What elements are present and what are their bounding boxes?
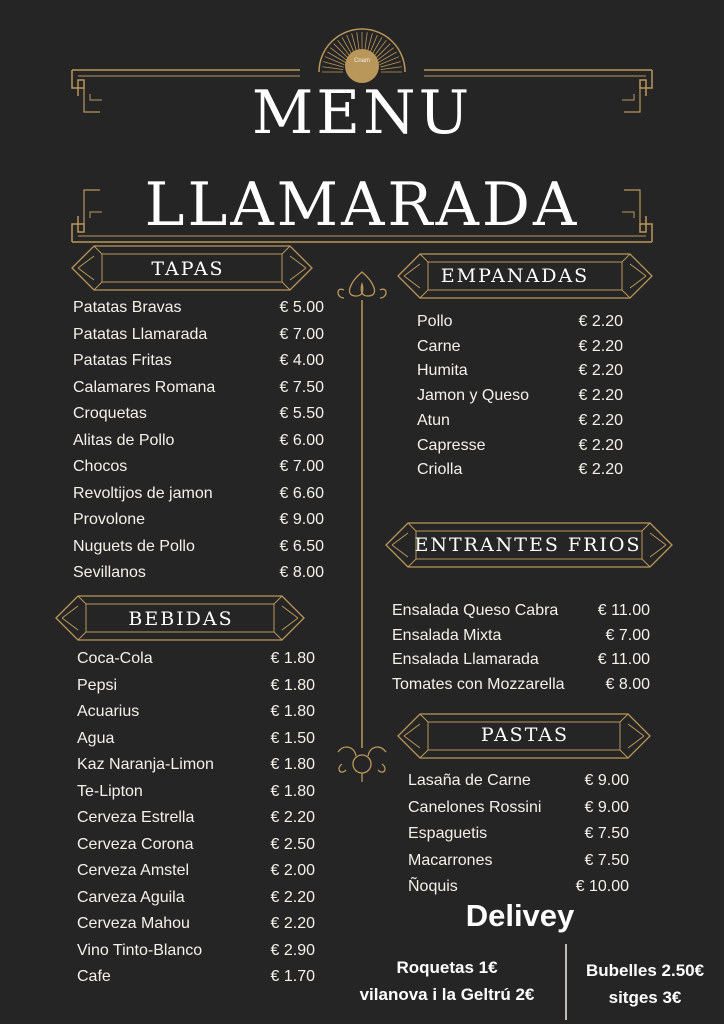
delivery-right (570, 957, 720, 1011)
bebidas-item (77, 836, 315, 856)
empanadas-item (417, 437, 623, 457)
tapas-item (73, 458, 324, 478)
tapas-item-price: € 5.00 (279, 299, 324, 316)
empanadas-item (417, 362, 623, 382)
bebidas-item (77, 862, 315, 882)
entrantes-item-name: Tomates con Mozzarella (392, 676, 565, 694)
bebidas-item-name: Te-Lipton (77, 782, 143, 800)
bebidas-item (77, 650, 315, 670)
entrantes-item-name: Ensalada Queso Cabra (392, 602, 559, 619)
empanadas-item (417, 313, 623, 333)
entrantes-item-name: Ensalada Llamarada (392, 651, 539, 669)
bebidas-item-price: € 1.80 (270, 650, 315, 667)
empanadas-item-name: Atun (417, 411, 450, 429)
empanadas-item-name: Carne (417, 337, 461, 355)
bebidas-item-name: Carveza Aguila (77, 888, 185, 906)
bebidas-item-price: € 2.20 (270, 809, 315, 826)
entrantes-heading: ENTRANTES FRIOS (414, 534, 642, 556)
bebidas-item-name: Cerveza Corona (77, 835, 194, 853)
entrantes-item (392, 602, 650, 622)
menu-title: MENU (251, 78, 473, 148)
pastas-item-price: € 7.50 (584, 851, 629, 869)
empanadas-item-name: Capresse (417, 436, 486, 454)
entrantes-item-price: € 11.00 (597, 602, 650, 619)
tapas-item-price: € 7.50 (279, 378, 324, 396)
pastas-item (408, 772, 629, 792)
tapas-item-name: Revoltijos de jamon (73, 484, 213, 502)
bebidas-item (77, 968, 315, 988)
tapas-item-name: Sevillanos (73, 564, 146, 581)
tapas-item (73, 564, 324, 584)
empanadas-item-name: Pollo (417, 313, 453, 330)
empanadas-item (417, 338, 623, 358)
delivery-right-line1: Bubelles 2.50€ (585, 961, 705, 980)
empanadas-item-price: € 2.20 (578, 461, 623, 479)
bebidas-item-price: € 2.20 (270, 915, 315, 932)
empanadas-item-price: € 2.20 (578, 337, 623, 355)
bebidas-item-name: Coca-Cola (77, 650, 153, 667)
tapas-item (73, 432, 324, 452)
bebidas-item-name: Vino Tinto-Blanco (77, 941, 203, 959)
pastas-item (408, 825, 629, 845)
sun-logo-icon (319, 29, 405, 83)
tapas-item-price: € 8.00 (279, 564, 324, 581)
pastas-item-price: € 10.00 (575, 878, 629, 895)
bebidas-item-price: € 1.80 (270, 782, 315, 800)
bebidas-item-name: Cafe (77, 968, 111, 985)
pastas-item-price: € 7.50 (584, 825, 629, 842)
tapas-item-price: € 4.00 (279, 352, 324, 369)
entrantes-item-price: € 11.00 (597, 651, 650, 669)
tapas-item (73, 485, 324, 505)
entrantes-item (392, 676, 650, 696)
delivery-left (336, 954, 558, 1008)
bebidas-item-name: Acuarius (77, 703, 140, 720)
bebidas-item (77, 730, 315, 750)
tapas-item-price: € 7.00 (279, 325, 324, 343)
bebidas-item (77, 756, 315, 776)
bebidas-item (77, 703, 315, 723)
tapas-item-name: Provolone (73, 511, 146, 528)
bebidas-item-price: € 1.50 (270, 729, 315, 747)
empanadas-item-name: Jamon y Queso (417, 387, 530, 405)
tapas-item-price: € 5.50 (279, 405, 324, 422)
bebidas-item (77, 942, 315, 962)
empanadas-item-name: Humita (417, 362, 468, 380)
empanadas-heading: EMPANADAS (440, 265, 590, 287)
tapas-heading: TAPAS (151, 258, 225, 280)
bebidas-item-price: € 2.00 (270, 862, 315, 879)
empanadas-item-price: € 2.20 (578, 387, 623, 405)
tapas-item (73, 352, 324, 372)
tapas-item-name: Alitas de Pollo (73, 431, 175, 449)
bebidas-item (77, 677, 315, 697)
bebidas-item-price: € 1.80 (270, 756, 315, 773)
restaurant-name: LLAMARADA (144, 170, 580, 240)
center-divider (338, 272, 386, 782)
bebidas-heading: BEBIDAS (128, 608, 234, 630)
bebidas-item-price: € 1.80 (270, 676, 315, 694)
tapas-item (73, 405, 324, 425)
bebidas-item-name: Agua (77, 729, 115, 747)
bebidas-item-price: € 2.20 (270, 888, 315, 906)
delivery-right-line2: sitges 3€ (608, 988, 682, 1007)
pastas-item (408, 799, 629, 819)
bebidas-item (77, 783, 315, 803)
empanadas-item (417, 387, 623, 407)
logo-text: Cnam (353, 58, 370, 64)
entrantes-item (392, 651, 650, 671)
bebidas-item (77, 915, 315, 935)
tapas-item (73, 299, 324, 319)
pastas-item-name: Canelones Rossini (408, 798, 542, 816)
entrantes-item (392, 627, 650, 647)
bebidas-item (77, 889, 315, 909)
empanadas-item (417, 412, 623, 432)
bebidas-item-price: € 2.50 (270, 835, 315, 853)
bebidas-item (77, 809, 315, 829)
pastas-item-name: Ñoquis (408, 878, 458, 895)
tapas-item (73, 379, 324, 399)
empanadas-item-price: € 2.20 (578, 362, 623, 380)
bebidas-item-price: € 2.90 (270, 941, 315, 959)
tapas-item-name: Calamares Romana (73, 378, 216, 396)
tapas-item-price: € 6.60 (279, 484, 324, 502)
pastas-item-name: Macarrones (408, 851, 493, 869)
tapas-item-name: Patatas Llamarada (73, 325, 208, 343)
bebidas-item-name: Kaz Naranja-Limon (77, 756, 214, 773)
delivery-left-line2: vilanova i la Geltrú 2€ (359, 985, 535, 1004)
delivery-left-line1: Roquetas 1€ (396, 958, 498, 977)
tapas-item-name: Chocos (73, 458, 128, 475)
empanadas-item-price: € 2.20 (578, 411, 623, 429)
pastas-item (408, 852, 629, 872)
entrantes-item-price: € 7.00 (605, 626, 650, 644)
empanadas-item-price: € 2.20 (578, 436, 623, 454)
pastas-item-name: Espaguetis (408, 825, 488, 842)
pastas-item (408, 878, 629, 898)
tapas-item-price: € 9.00 (279, 511, 324, 528)
tapas-item-name: Patatas Bravas (73, 299, 182, 316)
empanadas-item (417, 461, 623, 481)
tapas-item (73, 538, 324, 558)
tapas-item-name: Patatas Fritas (73, 352, 172, 369)
entrantes-item-price: € 8.00 (605, 676, 650, 694)
tapas-item (73, 511, 324, 531)
bebidas-item-price: € 1.80 (270, 703, 315, 720)
delivery-title: Delivey (465, 898, 575, 933)
pastas-item-price: € 9.00 (584, 772, 629, 789)
bebidas-item-name: Cerveza Mahou (77, 915, 190, 932)
empanadas-item-name: Criolla (417, 461, 463, 479)
pastas-heading: PASTAS (480, 724, 570, 746)
bebidas-item-name: Cerveza Estrella (77, 809, 195, 826)
tapas-item-price: € 6.50 (279, 537, 324, 555)
pastas-item-price: € 9.00 (584, 798, 629, 816)
tapas-item-name: Nuguets de Pollo (73, 537, 195, 555)
entrantes-item-name: Ensalada Mixta (392, 626, 502, 644)
tapas-item-price: € 6.00 (279, 431, 324, 449)
pastas-item-name: Lasaña de Carne (408, 772, 531, 789)
bebidas-item-name: Cerveza Amstel (77, 862, 190, 879)
empanadas-item-price: € 2.20 (578, 313, 623, 330)
tapas-item-price: € 7.00 (279, 458, 324, 475)
tapas-item-name: Croquetas (73, 405, 147, 422)
bebidas-item-price: € 1.70 (270, 968, 315, 985)
bebidas-item-name: Pepsi (77, 676, 118, 694)
tapas-item (73, 326, 324, 346)
